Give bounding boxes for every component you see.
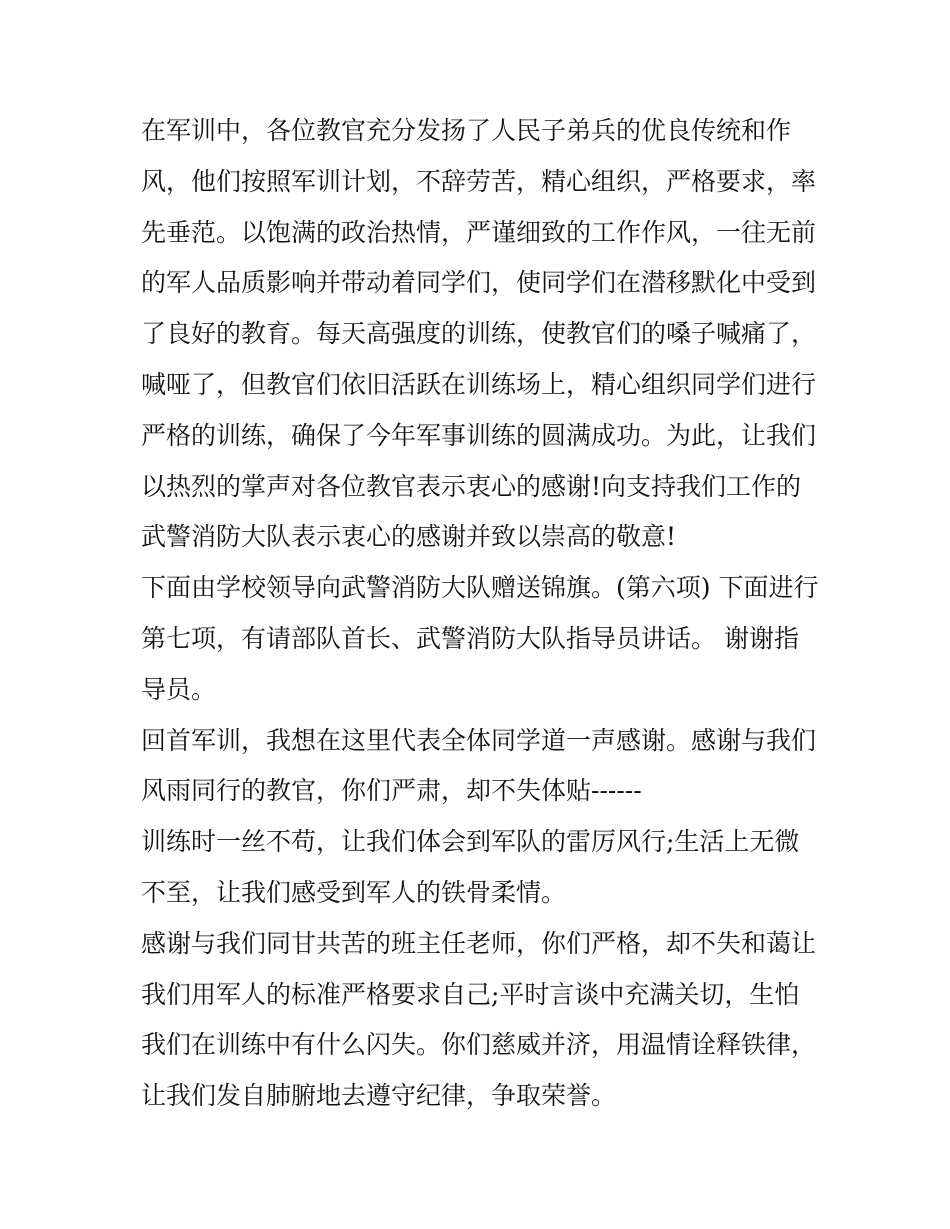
text-line: 严格的训练，确保了今年军事训练的圆满成功。为此，让我们 [141, 420, 817, 450]
text-line: 在军训中，各位教官充分发扬了人民子弟兵的优良传统和作 [141, 116, 792, 145]
text-line: 让我们发自肺腑地去遵守纪律，争取荣誉。 [141, 1081, 617, 1111]
text-line: 我们用军人的标准严格要求自己;平时言谈中充满关切，生怕 [141, 979, 800, 1009]
text-line: 下面由学校领导向武警消防大队赠送锦旗。(第六项) 下面进行 [141, 573, 819, 603]
text-line: 以热烈的掌声对各位教官表示衷心的感谢!向支持我们工作的 [141, 471, 802, 501]
text-line: 回首军训，我想在这里代表全体同学道一声感谢。感谢与我们 [141, 725, 817, 755]
text-line: 的军人品质影响并带动着同学们，使同学们在潜移默化中受到 [141, 268, 817, 298]
text-line: 我们在训练中有什么闪失。你们慈威并济，用温情诠释铁律， [141, 1030, 817, 1060]
text-line: 感谢与我们同甘共苦的班主任老师，你们严格，却不失和蔼让 [141, 928, 817, 958]
text-line: 先垂范。以饱满的政治热情，严谨细致的工作作风，一往无前 [141, 217, 817, 247]
text-line: 风雨同行的教官，你们严肃，却不失体贴------ [141, 776, 642, 806]
text-line: 风，他们按照军训计划，不辞劳苦，精心组织，严格要求，率 [141, 166, 817, 196]
text-line: 导员。 [141, 674, 217, 704]
text-line: 喊哑了，但教官们依旧活跃在训练场上，精心组织同学们进行 [141, 369, 817, 399]
text-line: 武警消防大队表示衷心的感谢并致以崇高的敬意! [141, 522, 677, 552]
text-line: 不至，让我们感受到军人的铁骨柔情。 [141, 877, 567, 907]
text-line: 训练时一丝不苟，让我们体会到军队的雷厉风行;生活上无微 [141, 827, 800, 857]
text-line: 第七项，有请部队首长、武警消防大队指导员讲话。 谢谢指 [141, 623, 799, 653]
text-line: 了良好的教育。每天高强度的训练，使教官们的嗓子喊痛了， [141, 319, 817, 349]
body-text [141, 106, 821, 1122]
